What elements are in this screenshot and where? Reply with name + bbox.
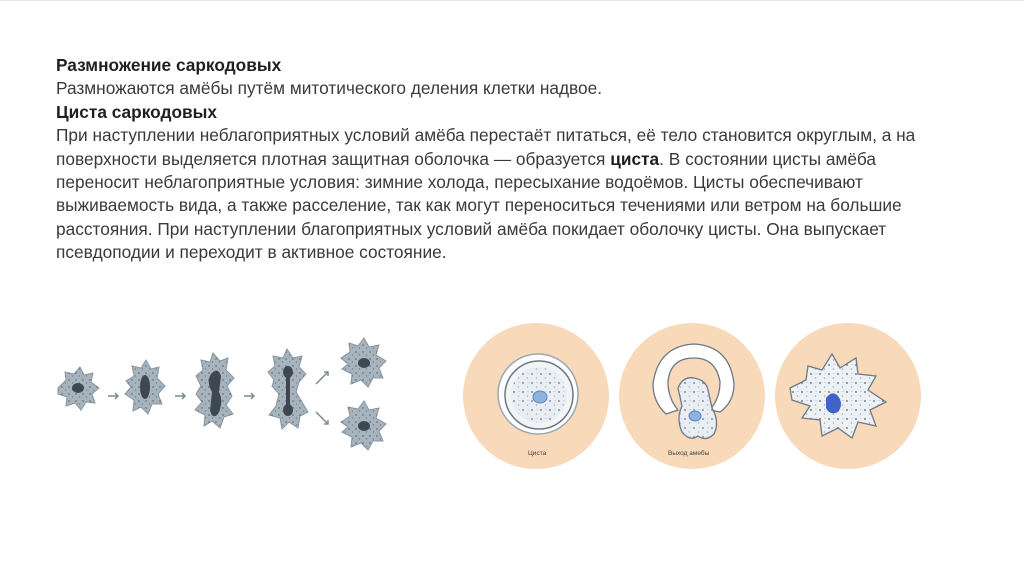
cyst-panel [463, 323, 609, 469]
caption-exit: Выход амебы [668, 450, 710, 457]
text-reproduction: Размножаются амёбы путём митотического деления клетки надвое. [56, 78, 603, 99]
heading-cyst: Циста саркодовых [56, 101, 217, 122]
exit-panel [619, 323, 765, 469]
amoeba-stage-3 [195, 353, 234, 428]
arrow-3 [244, 393, 254, 399]
arrow-2 [175, 393, 185, 399]
amoeba-stage-1 [58, 367, 99, 410]
caption-cyst: Циста [528, 450, 547, 457]
arrow-4a [316, 372, 328, 384]
amoeba-daughter-bottom [341, 401, 386, 450]
slide-text [56, 54, 916, 276]
top-border-line [0, 0, 1024, 1]
amoeba-cyst-figure [458, 318, 928, 478]
text-cyst [56, 124, 916, 264]
amoeba-stage-4 [268, 349, 308, 429]
amoeba-daughter-top [341, 338, 386, 387]
cyst-text-before: При наступлении неблагоприятных условий амёба перестаёт питаться, её тело становится округлым, а на поверхности выделяется плотная защитная оболочка — образуется [56, 125, 916, 169]
heading-reproduction: Размножение саркодовых [56, 55, 282, 75]
cyst-term: циста [610, 148, 660, 169]
cyst-text-after: . В состоянии цисты амёба переносит неблагоприятные условия: зимние холода, пересыхание водоёмов. Цисты обеспечивают выживаемость вида, а также расселение, так как могут переноситься течениями или ветром на большие расстояния. При наступлении благоприятных условий амёба покидает оболочку цисты. Она выпускает псевдоподии и переходит в активное состояние. [56, 148, 902, 263]
amoeba-division-figure [46, 336, 406, 466]
active-amoeba-panel [775, 323, 921, 469]
arrow-4b [316, 412, 328, 424]
amoeba-stage-2 [125, 360, 165, 414]
arrow-1 [108, 393, 118, 399]
